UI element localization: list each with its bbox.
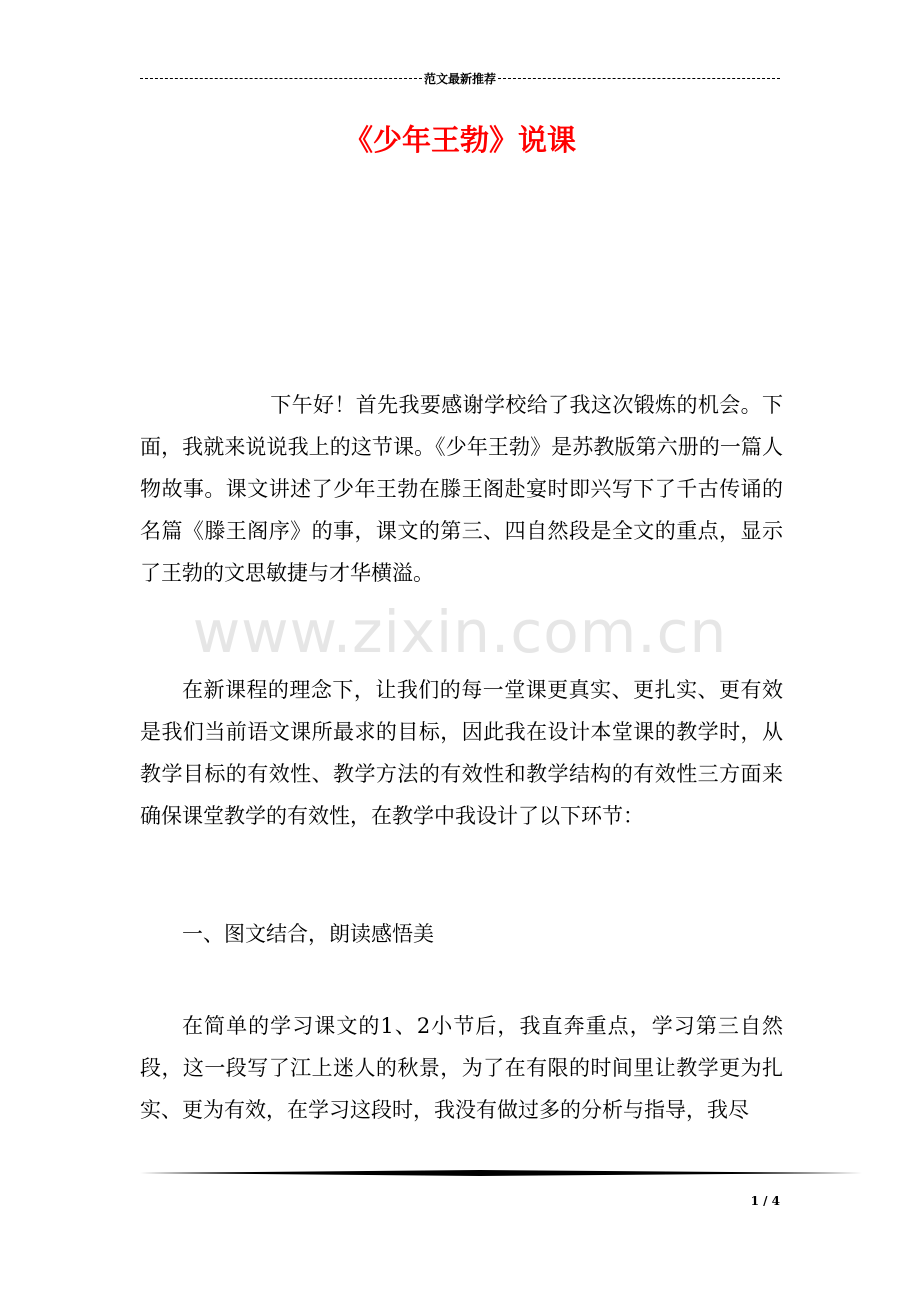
paragraph-3: 在简单的学习课文的1、2小节后，我直奔重点，学习第三自然段，这一段写了江上迷人的秋景，为了在有限的时间里让教学更为扎实、更为有效，在学习这段时，我没有做过多的分析与指导，我尽 bbox=[140, 1014, 783, 1122]
paragraph-2: 在新课程的理念下，让我们的每一堂课更真实、更扎实、更有效是我们当前语文课所最求的目标，因此我在设计本堂课的教学时，从教学目标的有效性、教学方法的有效性和教学结构的有效性三方面来确保课堂教学的有效性，在教学中我设计了以下环节： bbox=[140, 678, 783, 828]
footer-rule bbox=[140, 1170, 862, 1176]
header-dash-left bbox=[140, 78, 422, 79]
paragraph-3-block bbox=[140, 1005, 783, 1131]
paragraph-2-block bbox=[140, 669, 783, 837]
paragraph-1: 下午好！首先我要感谢学校给了我这次锻炼的机会。下面，我就来说说我上的这节课。《少年王勃》是苏教版第六册的一篇人物故事。课文讲述了少年王勃在滕王阁赴宴时即兴写下了千古传诵的名篇《滕王阁序》的事，课文的第三、四自然段是全文的重点，显示了王勃的文思敏捷与才华横溢。 bbox=[140, 393, 783, 585]
paragraph-1-block bbox=[140, 384, 783, 594]
header-dash-right bbox=[498, 78, 780, 79]
page-number: 1 / 4 bbox=[750, 1194, 780, 1208]
watermark-text: www.zixin.com.cn bbox=[192, 598, 728, 666]
document-title: 《少年王勃》说课 bbox=[343, 123, 576, 157]
section-heading-1: 一、图文结合，朗读感悟美 bbox=[182, 922, 434, 946]
header-banner bbox=[140, 68, 780, 88]
section-heading-block bbox=[140, 913, 783, 955]
header-label: 范文最新推荐 bbox=[424, 71, 497, 86]
